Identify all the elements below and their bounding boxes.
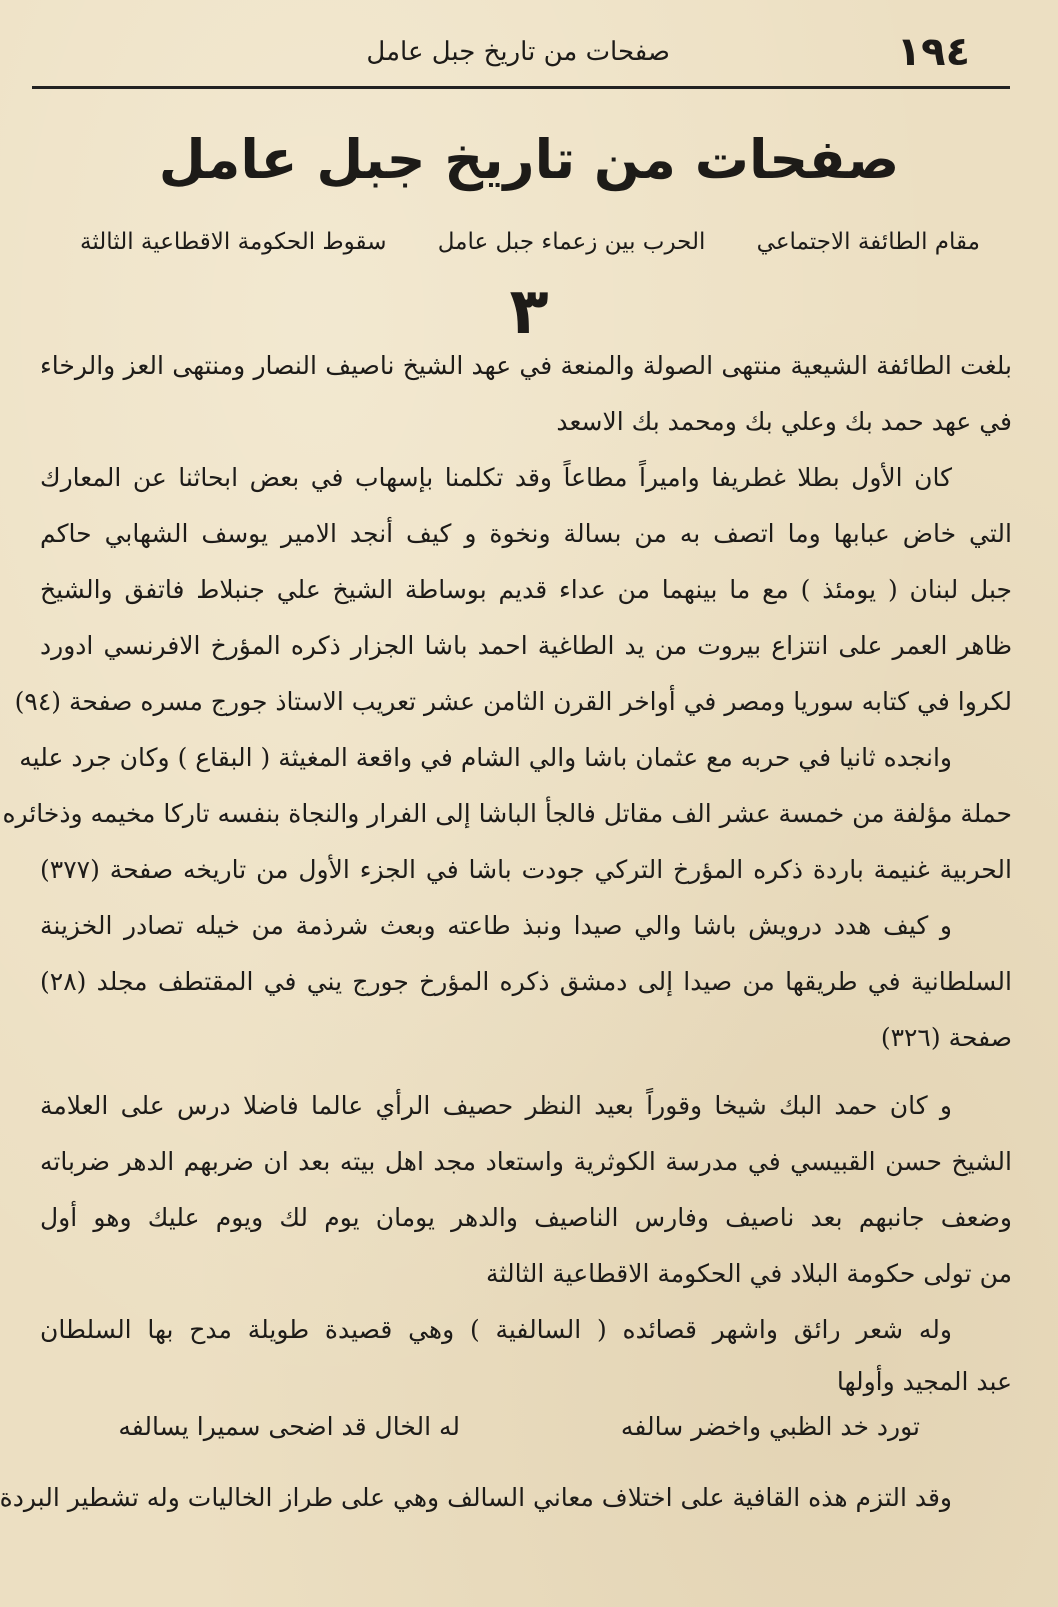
running-title: صفحات من تاريخ جبل عامل bbox=[366, 37, 670, 67]
body-line: وانجده ثانيا في حربه مع عثمان باشا والي الشام في واقعة المغيثة ( البقاع ) وكان جرد عليه bbox=[19, 743, 952, 772]
body-line: كان الأول بطلا غطريفا واميراً مطاعاً وقد تكلمنا بإسهاب في بعض ابحاثنا عن المعارك bbox=[40, 463, 952, 492]
body-line: في عهد حمد بك وعلي بك ومحمد بك الاسعد bbox=[556, 407, 1012, 436]
body-line: من تولى حكومة البلاد في الحكومة الاقطاعية الثالثة bbox=[486, 1259, 1012, 1288]
poem-hemistich-second: له الخال قد اضحى سميرا يسالفه bbox=[118, 1412, 460, 1441]
part-number: ٣ bbox=[509, 275, 549, 349]
body-line: بلغت الطائفة الشيعية منتهى الصولة والمنعة في عهد الشيخ ناصيف النصار ومنتهى العز والرخاء bbox=[40, 351, 1012, 380]
body-line: و كان حمد البك شيخا وقوراً بعيد النظر حصيف الرأي عالما فاضلا درس على العلامة bbox=[40, 1091, 952, 1120]
body-line: لكروا في كتابه سوريا ومصر في أواخر القرن الثامن عشر تعريب الاستاذ جورج مسره صفحة (٩٤) bbox=[14, 687, 1012, 716]
body-line: و كيف هدد درويش باشا والي صيدا ونبذ طاعته وبعث شرذمة من خيله تصادر الخزينة bbox=[40, 911, 952, 940]
subtitle-social-standing: مقام الطائفة الاجتماعي bbox=[756, 229, 980, 255]
body-line: التي خاض عبابها وما اتصف به من بسالة ونخوة و كيف أنجد الامير يوسف الشهابي حاكم bbox=[40, 519, 1012, 548]
running-header bbox=[38, 22, 1010, 82]
body-line: الحربية غنيمة باردة ذكره المؤرخ التركي جودت باشا في الجزء الأول من تاريخه صفحة (٣٧٧) bbox=[40, 855, 1012, 884]
body-line: وله شعر رائق واشهر قصائده ( السالفية ) وهي قصيدة طويلة مدح بها السلطان bbox=[40, 1315, 952, 1344]
subtitle-row bbox=[80, 222, 980, 262]
subtitle-fall-of-government: سقوط الحكومة الاقطاعية الثالثة bbox=[80, 229, 387, 255]
body-line: صفحة (٣٢٦) bbox=[880, 1023, 1012, 1052]
body-line: الشيخ حسن القبيسي في مدرسة الكوثرية واستعاد مجد اهل بيته بعد ان ضربهم الدهر ضرباته bbox=[40, 1147, 1012, 1176]
page-number: ١٩٤ bbox=[896, 29, 970, 75]
body-line: وضعف جانبهم بعد ناصيف وفارس الناصيف والدهر يومان يوم لك ويوم عليك وهو أول bbox=[40, 1203, 1012, 1232]
body-line: السلطانية في طريقها من صيدا إلى دمشق ذكره المؤرخ جورج يني في المقتطف مجلد (٢٨) bbox=[40, 967, 1012, 996]
article-title: صفحات من تاريخ جبل عامل bbox=[158, 128, 900, 191]
subtitle-war-between-leaders: الحرب بين زعماء جبل عامل bbox=[437, 229, 706, 255]
poem-verse bbox=[80, 1405, 960, 1449]
body-line: جبل لبنان ( يومئذ ) مع ما بينهما من عداء قديم بوساطة الشيخ علي جنبلاط فاتفق والشيخ bbox=[40, 575, 1012, 604]
body-line: عبد المجيد وأولها bbox=[836, 1367, 1012, 1396]
poem-hemistich-first: تورد خد الظبي واخضر سالفه bbox=[620, 1412, 920, 1441]
body-line: وقد التزم هذه القافية على اختلاف معاني السالف وهي على طراز الخاليات وله تشطير البردة bbox=[0, 1483, 952, 1512]
header-rule bbox=[32, 86, 1010, 89]
body-line: حملة مؤلفة من خمسة عشر الف مقاتل فالجأ الباشا إلى الفرار والنجاة بنفسه تاركا مخيمه وذخائره bbox=[2, 799, 1012, 828]
body-line: ظاهر العمر على انتزاع بيروت من يد الطاغية احمد باشا الجزار ذكره المؤرخ الافرنسي ادورد bbox=[40, 631, 1012, 660]
